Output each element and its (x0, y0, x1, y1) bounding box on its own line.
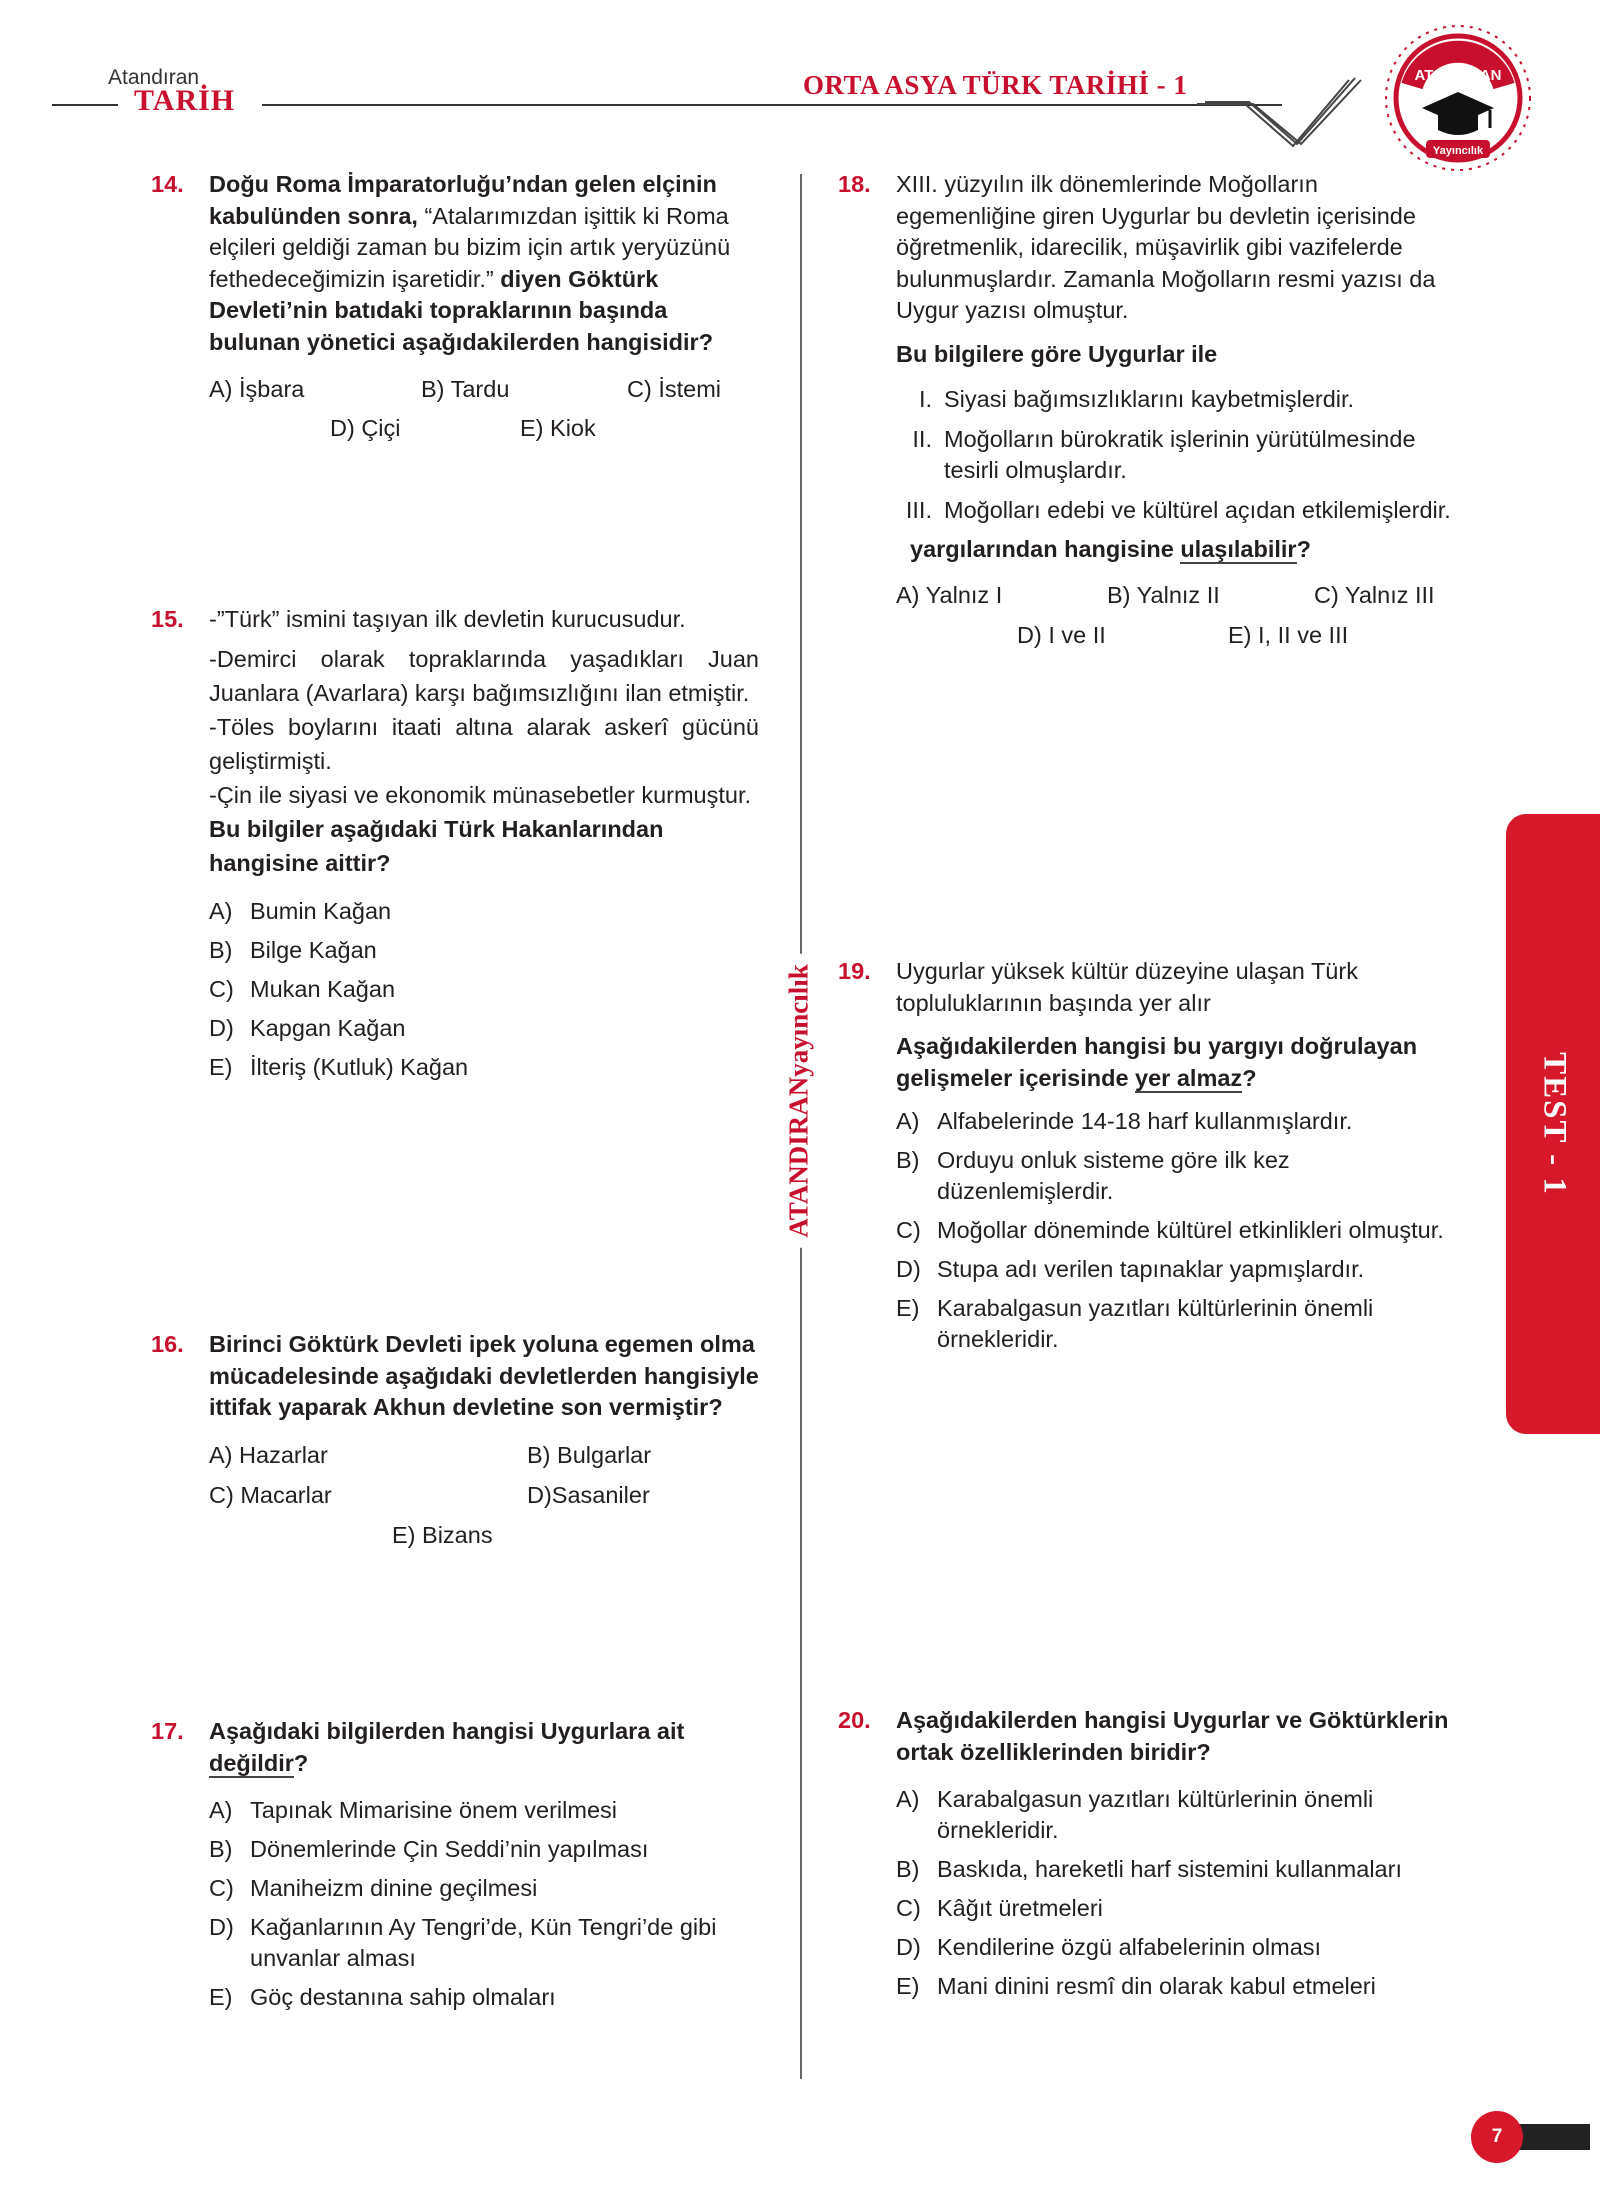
publisher-logo (1382, 22, 1534, 174)
option-letter: A) (209, 1797, 233, 1823)
option-text: Maniheizm dinine geçilmesi (250, 1875, 538, 1901)
options (896, 1106, 1446, 1355)
logo-subtitle: Yayıncılık (1432, 145, 1484, 157)
stem-end: ? (293, 1749, 309, 1776)
option-text: Alfabelerinde 14-18 harf kullanmışlardır. (937, 1108, 1353, 1134)
question-stem: Uygurlar yüksek kültür düzeyine ulaşan Türk topluluklarının başında yer alır (896, 958, 1358, 1016)
option-letter: E) (209, 1054, 233, 1080)
prompt-keyword: ulaşılabilir (1180, 536, 1297, 562)
statement-text: Moğolların bürokratik işlerinin yürütülmesinde tesirli olmuşlardır. (944, 425, 1416, 483)
question-number: 14. (151, 171, 184, 197)
option-a[interactable]: A) İşbara (209, 376, 305, 402)
option-a[interactable] (896, 1784, 1456, 1846)
option-e[interactable]: E) I, II ve III (1228, 621, 1349, 648)
question-stem: XIII. yüzyılın ilk dönemlerinde Moğolların egemenliğine giren Uygurlar bu devletin içerisinde öğretmenlik, idarecilik, müşavirlik gibi vazifelerde bulunmuşlardır. Zamanla Moğolların resmi yazısı da Uygur yazısı olmuştur. (896, 171, 1436, 323)
option-a[interactable] (209, 896, 759, 927)
roman-numeral: III. (905, 496, 932, 523)
question-prompt (896, 1031, 1446, 1094)
question-prompt: Bu bilgilere göre Uygurlar ile (896, 340, 1218, 367)
question-number: 15. (151, 606, 184, 632)
option-letter: D) (209, 1015, 234, 1041)
info-line: -Töles boylarını itaati altına alarak askerî gücünü geliştirmişti. (209, 714, 759, 774)
option-b[interactable] (896, 1145, 1446, 1207)
option-c[interactable]: C) İstemi (627, 376, 721, 402)
options (896, 580, 1456, 660)
option-c[interactable] (209, 1873, 769, 1904)
option-text: Kendilerine özgü alfabelerinin olması (937, 1934, 1322, 1960)
stem-bold: diyen Göktürk Devleti’nin batıdaki topraklarının başında bulunan yönetici aşağıdakilerden hangisidir? (209, 265, 714, 355)
header-chevron-decoration (1195, 60, 1385, 150)
option-e[interactable]: E) Kiok (520, 415, 596, 441)
question-number: 18. (838, 171, 871, 197)
option-e[interactable]: E) Bizans (392, 1521, 493, 1548)
option-d[interactable] (209, 1013, 759, 1044)
vertical-publisher-label: ATANDIRANyayıncılık (784, 954, 815, 1248)
page-number-bar (1512, 2124, 1590, 2150)
option-text: Karabalgasun yazıtları kültürlerinin önemli örnekleridir. (937, 1295, 1374, 1352)
question-number: 19. (838, 958, 871, 984)
option-c[interactable]: C) Macarlar (209, 1481, 332, 1508)
option-d[interactable] (896, 1932, 1456, 1963)
option-letter: A) (896, 1108, 920, 1134)
question-stem (209, 1716, 769, 1779)
header-rule-left (52, 104, 118, 106)
prompt-text: yargılarından hangisine (910, 536, 1181, 562)
option-e[interactable] (896, 1293, 1446, 1355)
option-letter: B) (209, 1836, 233, 1862)
options (209, 1440, 759, 1558)
option-a[interactable] (896, 1106, 1446, 1137)
page-number: 7 (1471, 2111, 1523, 2163)
brand-small: Atandıran (108, 66, 200, 89)
option-text: Tapınak Mimarisine önem verilmesi (250, 1797, 617, 1823)
question-14 (151, 169, 759, 452)
roman-numeral: II. (912, 425, 932, 452)
prompt-keyword: yer almaz (1135, 1064, 1243, 1091)
prompt-text: Aşağıdakilerden hangisi bu yargıyı doğrulayan gelişmeler içerisinde (896, 1033, 1418, 1091)
prompt-end: ? (1242, 1064, 1257, 1091)
option-letter: B) (209, 937, 233, 963)
option-letter: D) (896, 1256, 921, 1282)
info-line: -Çin ile siyasi ve ekonomik münasebetler kurmuştur. (209, 782, 752, 808)
option-c[interactable] (896, 1893, 1456, 1924)
stem-bold: Doğu Roma İmparatorluğu’ndan gelen elçinin kabulünden sonra, (209, 171, 717, 229)
option-text: Dönemlerinde Çin Seddi’nin yapılması (250, 1836, 649, 1862)
option-letter: E) (209, 1984, 233, 2010)
option-c[interactable] (896, 1215, 1446, 1246)
option-d[interactable]: D)Sasaniler (527, 1481, 650, 1508)
stem-quote: “Atalarımızdan işittik ki Roma elçileri geldiği zaman bu bizim için artık yeryüzünü fethedeceğimizin işaretidir.” (209, 202, 731, 292)
stem-negative: değildir (209, 1749, 294, 1776)
option-letter: D) (896, 1934, 921, 1960)
option-text: İlteriş (Kutluk) Kağan (250, 1054, 469, 1080)
question-stem (209, 169, 759, 358)
question-stem: Birinci Göktürk Devleti ipek yoluna egemen olma mücadelesinde aşağıdaki devletlerden hangisiyle ittifak yaparak Akhun devletine son vermiştir? (209, 1331, 759, 1420)
option-letter: B) (896, 1147, 920, 1173)
question-15 (151, 602, 759, 1091)
question-17 (151, 1716, 769, 2021)
option-text: Kağanlarının Ay Tengri’de, Kün Tengri’de gibi unvanlar alması (250, 1914, 717, 1971)
brand-tarih: TARİH (134, 84, 236, 117)
question-number: 17. (151, 1718, 184, 1744)
option-c[interactable]: C) Yalnız III (1314, 581, 1435, 608)
option-text: Mani dinini resmî din olarak kabul etmeleri (937, 1973, 1376, 1999)
question-16 (151, 1329, 759, 1558)
stem-text: Aşağıdaki bilgilerden hangisi Uygurlara ait (209, 1718, 685, 1744)
header-rule (262, 104, 1282, 106)
option-a[interactable]: A) Yalnız I (896, 581, 1003, 608)
statement-1 (896, 384, 1456, 416)
option-text: Göç destanına sahip olmaları (250, 1984, 556, 2010)
info-line: -Demirci olarak topraklarında yaşadıkları Juan Juanlara (Avarlara) karşı bağımsızlığını ilan etmiştir. (209, 646, 759, 706)
option-c[interactable] (209, 974, 759, 1005)
option-letter: C) (896, 1217, 921, 1243)
option-letter: D) (209, 1914, 234, 1940)
page-title: ORTA ASYA TÜRK TARİHİ - 1 (803, 70, 1188, 100)
question-prompt: Bu bilgiler aşağıdaki Türk Hakanlarından hangisine aittir? (209, 816, 664, 876)
question-stem: Aşağıdakilerden hangisi Uygurlar ve Göktürklerin ortak özelliklerinden biridir? (896, 1707, 1449, 1765)
option-d[interactable] (209, 1912, 769, 1974)
option-text: Karabalgasun yazıtları kültürlerinin önemli örnekleridir. (937, 1786, 1374, 1843)
options (896, 1784, 1456, 2002)
option-text: Stupa adı verilen tapınaklar yapmışlardır. (937, 1256, 1365, 1282)
option-text: Mukan Kağan (250, 976, 396, 1002)
statement-2 (896, 424, 1456, 487)
option-e[interactable] (209, 1982, 769, 2013)
options (209, 896, 759, 1083)
option-letter: A) (209, 898, 233, 924)
option-a[interactable] (209, 1795, 769, 1826)
option-letter: C) (896, 1895, 921, 1921)
option-text: Bilge Kağan (250, 937, 377, 963)
statements (896, 384, 1456, 526)
option-letter: E) (896, 1295, 920, 1321)
option-text: Kapgan Kağan (250, 1015, 406, 1041)
option-letter: C) (209, 976, 234, 1002)
options (209, 374, 759, 452)
option-b[interactable] (896, 1854, 1456, 1885)
question-18 (838, 169, 1456, 660)
option-e[interactable] (896, 1971, 1456, 2002)
option-text: Baskıda, hareketli harf sistemini kullanmaları (937, 1856, 1402, 1882)
option-b[interactable]: B) Yalnız II (1107, 581, 1220, 608)
option-b[interactable]: B) Bulgarlar (527, 1441, 652, 1468)
question-number: 20. (838, 1707, 871, 1733)
option-letter: A) (896, 1786, 920, 1812)
option-a[interactable]: A) Hazarlar (209, 1441, 328, 1468)
roman-numeral: I. (918, 386, 932, 412)
prompt-end: ? (1296, 536, 1311, 562)
option-letter: E) (896, 1973, 920, 1999)
option-d[interactable]: D) I ve II (1017, 621, 1106, 648)
option-letter: C) (209, 1875, 234, 1901)
option-d[interactable]: D) Çiçi (330, 415, 401, 441)
question-20 (838, 1705, 1456, 2010)
option-text: Orduyu onluk sisteme göre ilk kez düzenlemişlerdir. (937, 1147, 1290, 1204)
statement-text: Moğolları edebi ve kültürel açıdan etkilemişlerdir. (944, 496, 1451, 523)
option-b[interactable] (209, 1834, 769, 1865)
option-text: Kâğıt üretmeleri (937, 1895, 1103, 1921)
question-number: 16. (151, 1331, 184, 1357)
statement-text: Siyasi bağımsızlıklarını kaybetmişlerdir. (944, 386, 1355, 412)
statement-3 (896, 495, 1456, 527)
options (209, 1795, 769, 2013)
info-line: -”Türk” ismini taşıyan ilk devletin kurucusudur. (209, 606, 686, 632)
option-letter: B) (896, 1856, 920, 1882)
test-tab-label: TEST - 1 (1536, 1052, 1573, 1196)
option-b[interactable] (209, 935, 759, 966)
option-text: Moğollar döneminde kültürel etkinlikleri olmuştur. (937, 1217, 1444, 1243)
option-d[interactable] (896, 1254, 1446, 1285)
question-prompt-2 (896, 534, 1456, 566)
option-e[interactable] (209, 1052, 759, 1083)
option-b[interactable]: B) Tardu (421, 376, 510, 402)
logo-text: ATANDIRAN (1414, 67, 1502, 84)
option-text: Bumin Kağan (250, 898, 392, 924)
question-19 (838, 956, 1446, 1363)
